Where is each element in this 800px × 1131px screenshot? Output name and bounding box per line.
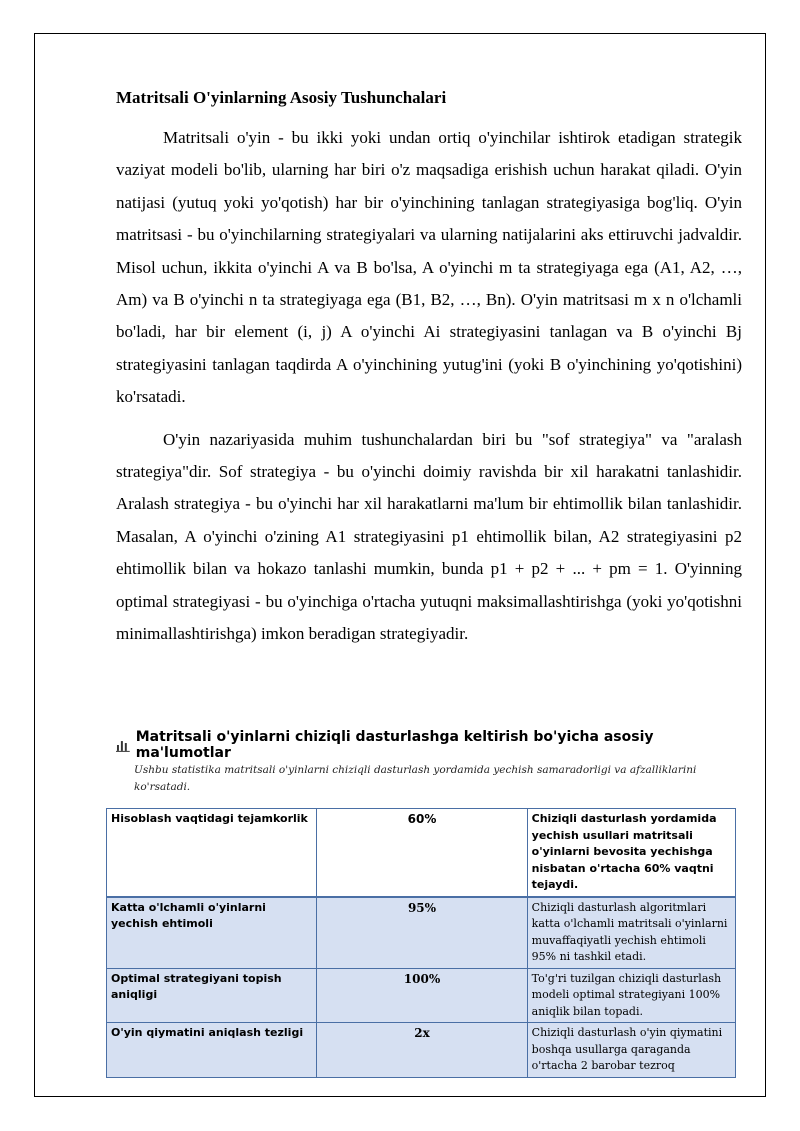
paragraph-1: Matritsali o'yin - bu ikki yoki undan ortiq o'yinchilar ishtirok etadigan strategik vaziyat modeli bo'lib, ularning har biri o'z maqsadiga erishish uchun harakat qiladi. O'yin natijasi (yutuq yoki yo'qotish) har bir o'yinchining tanlagan strategiyasiga bog'liq. O'yin matritsasi - bu o'yinchilarning strategiyalari va ularning natijalarini aks ettiruvchi jadvaldir. Misol uchun, ikkita o'yinchi A va B bo'lsa, A o'yinchi m ta strategiyaga ega (A1, A2, …, Am) va B o'yinchi n ta strategiyaga ega (B1, B2, …, Bn). O'yin matritsasi m x n o'lchamli bo'ladi, har bir element (i, j) A o'yinchi Ai strategiyasini tanlagan va B o'yinchi Bj strategiyasini tanlagan taqdirda A o'yinchining yutug'ini (yoki B o'yinchining yo'qotishini) ko'rsatadi. — [116, 128, 742, 407]
row-value: 60% — [317, 809, 527, 897]
row-description: Chiziqli dasturlash algoritmlari katta o'lchamli matritsali o'yinlarni muvaffaqiyatli yechish ehtimoli 95% ni tashkil etadi. — [527, 897, 735, 969]
row-label: Hisoblash vaqtidagi tejamkorlik — [107, 809, 317, 897]
stats-heading — [116, 729, 742, 761]
table-row — [107, 1023, 736, 1078]
stats-heading-text: Matritsali o'yinlarni chiziqli dasturlashga keltirish bo'yicha asosiy ma'lumotlar — [135, 729, 654, 761]
paragraph-2: O'yin nazariyasida muhim tushunchalardan biri bu "sof strategiya" va "aralash strategiya"dir. Sof strategiya - bu o'yinchi doimiy ravishda bir xil harakatni tanlashidir. Aralash strategiya - bu o'yinchi har xil harakatlarni ma'lum bir ehtimollik bilan tanlashidir. Masalan, A o'yinchi o'zining A1 strategiyasini p1 ehtimollik bilan, A2 strategiyasini p2 ehtimollik bilan va hokazo tanlashi mumkin, bunda p1 + p2 + ... + pm = 1. O'yinning optimal strategiyasi - bu o'yinchiga o'rtacha yutuqni maksimallashtirishga (yoki yo'qotishni minimallashtirishga) imkon beradigan strategiyadir. — [116, 429, 742, 644]
row-description: Chiziqli dasturlash o'yin qiymatini boshqa usullarga qaraganda o'rtacha 2 barobar tezroq — [527, 1023, 735, 1078]
document-body — [116, 86, 742, 661]
bar-chart-icon — [116, 738, 130, 752]
stats-table — [106, 808, 736, 1078]
row-description: To'g'ri tuzilgan chiziqli dasturlash modeli optimal strategiyani 100% aniqlik bilan topadi. — [527, 968, 735, 1023]
table-row — [107, 968, 736, 1023]
row-label: Optimal strategiyani topish aniqligi — [107, 968, 317, 1023]
row-label: Katta o'lchamli o'yinlarni yechish ehtimoli — [107, 897, 317, 969]
row-value: 2x — [317, 1023, 527, 1078]
table-row — [107, 897, 736, 969]
row-label: O'yin qiymatini aniqlash tezligi — [107, 1023, 317, 1078]
table-row — [107, 809, 736, 897]
row-description: Chiziqli dasturlash yordamida yechish usullari matritsali o'yinlarni bevosita yechishga nisbatan o'rtacha 60% vaqtni tejaydi. — [527, 809, 735, 897]
stats-section — [116, 729, 742, 796]
row-value: 100% — [317, 968, 527, 1023]
stats-subtitle: Ushbu statistika matritsali o'yinlarni chiziqli dasturlash yordamida yechish samaradorligi va afzalliklarini ko'rsatadi. — [134, 764, 697, 793]
document-title: Matritsali O'yinlarning Asosiy Tushunchalari — [116, 88, 447, 107]
row-value: 95% — [317, 897, 527, 969]
